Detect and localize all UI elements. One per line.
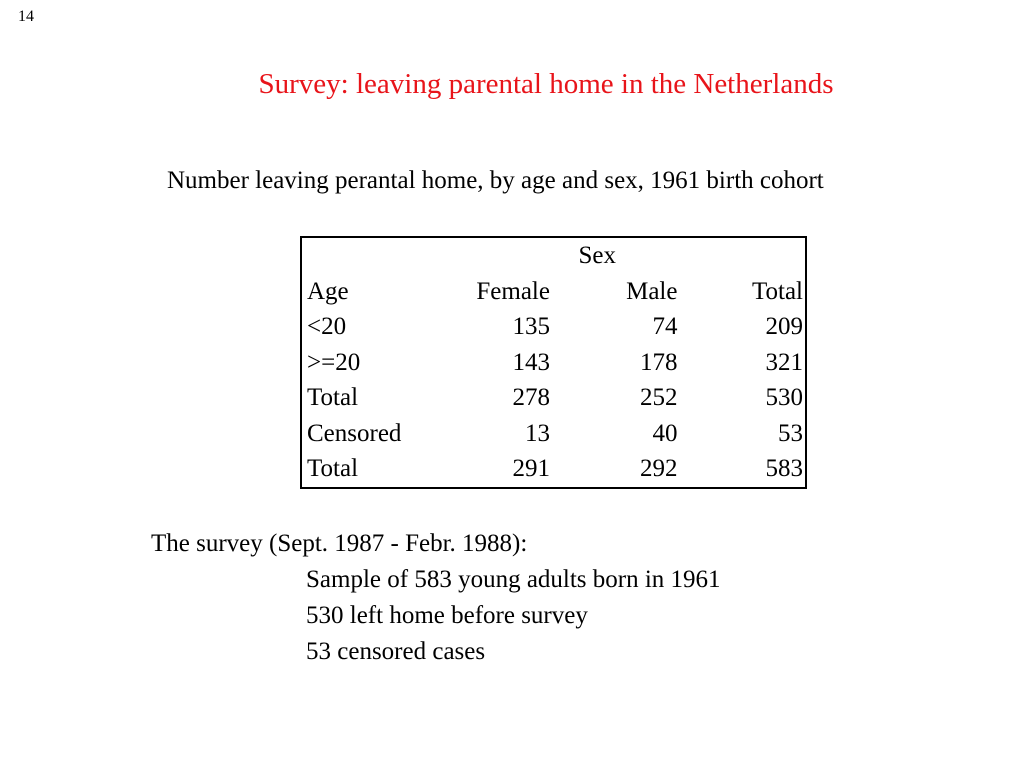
- row-label: >=20: [307, 348, 361, 376]
- cell-male: 178: [639, 348, 678, 376]
- column-header-male: Male: [626, 277, 678, 305]
- cell-female: 278: [512, 384, 550, 412]
- cell-total: 530: [765, 384, 803, 412]
- row-label: Censored: [307, 419, 402, 447]
- table-row: [301, 451, 806, 488]
- row-label: <20: [307, 313, 347, 341]
- cell-female: 291: [512, 455, 550, 483]
- table-header-row: [301, 274, 806, 310]
- column-header-female: Female: [476, 277, 550, 305]
- survey-point: 530 left home before survey: [306, 602, 588, 629]
- cell-total: 583: [765, 455, 803, 483]
- cell-female: 143: [512, 348, 550, 376]
- cell-male: 74: [652, 313, 678, 341]
- slide-title: Survey: leaving parental home in the Netherlands: [258, 68, 834, 100]
- table-row: [301, 416, 806, 452]
- slide-number: 14: [18, 8, 34, 25]
- cell-female: 13: [524, 419, 550, 447]
- cell-total: 321: [765, 348, 803, 376]
- cell-total: 53: [778, 419, 803, 447]
- sex-header: Sex: [578, 242, 616, 270]
- column-header-total: Total: [751, 277, 803, 305]
- row-label: Total: [307, 455, 359, 483]
- cell-male: 40: [652, 419, 678, 447]
- survey-description: [151, 526, 721, 670]
- cell-total: 209: [765, 313, 803, 341]
- cell-male: 292: [639, 455, 678, 483]
- survey-heading: The survey (Sept. 1987 - Febr. 1988):: [151, 530, 528, 557]
- table-caption: Number leaving perantal home, by age and sex, 1961 birth cohort: [167, 167, 824, 194]
- column-header-age: Age: [307, 277, 349, 305]
- table-row: [301, 380, 806, 416]
- survey-point: 53 censored cases: [306, 638, 486, 665]
- cell-male: 252: [639, 384, 678, 412]
- table-row: [301, 309, 806, 345]
- table-row: [301, 345, 806, 381]
- data-table: [300, 236, 807, 489]
- cell-female: 135: [512, 313, 550, 341]
- row-label: Total: [307, 384, 359, 412]
- survey-point: Sample of 583 young adults born in 1961: [306, 566, 721, 593]
- table-group-header-row: [301, 237, 806, 274]
